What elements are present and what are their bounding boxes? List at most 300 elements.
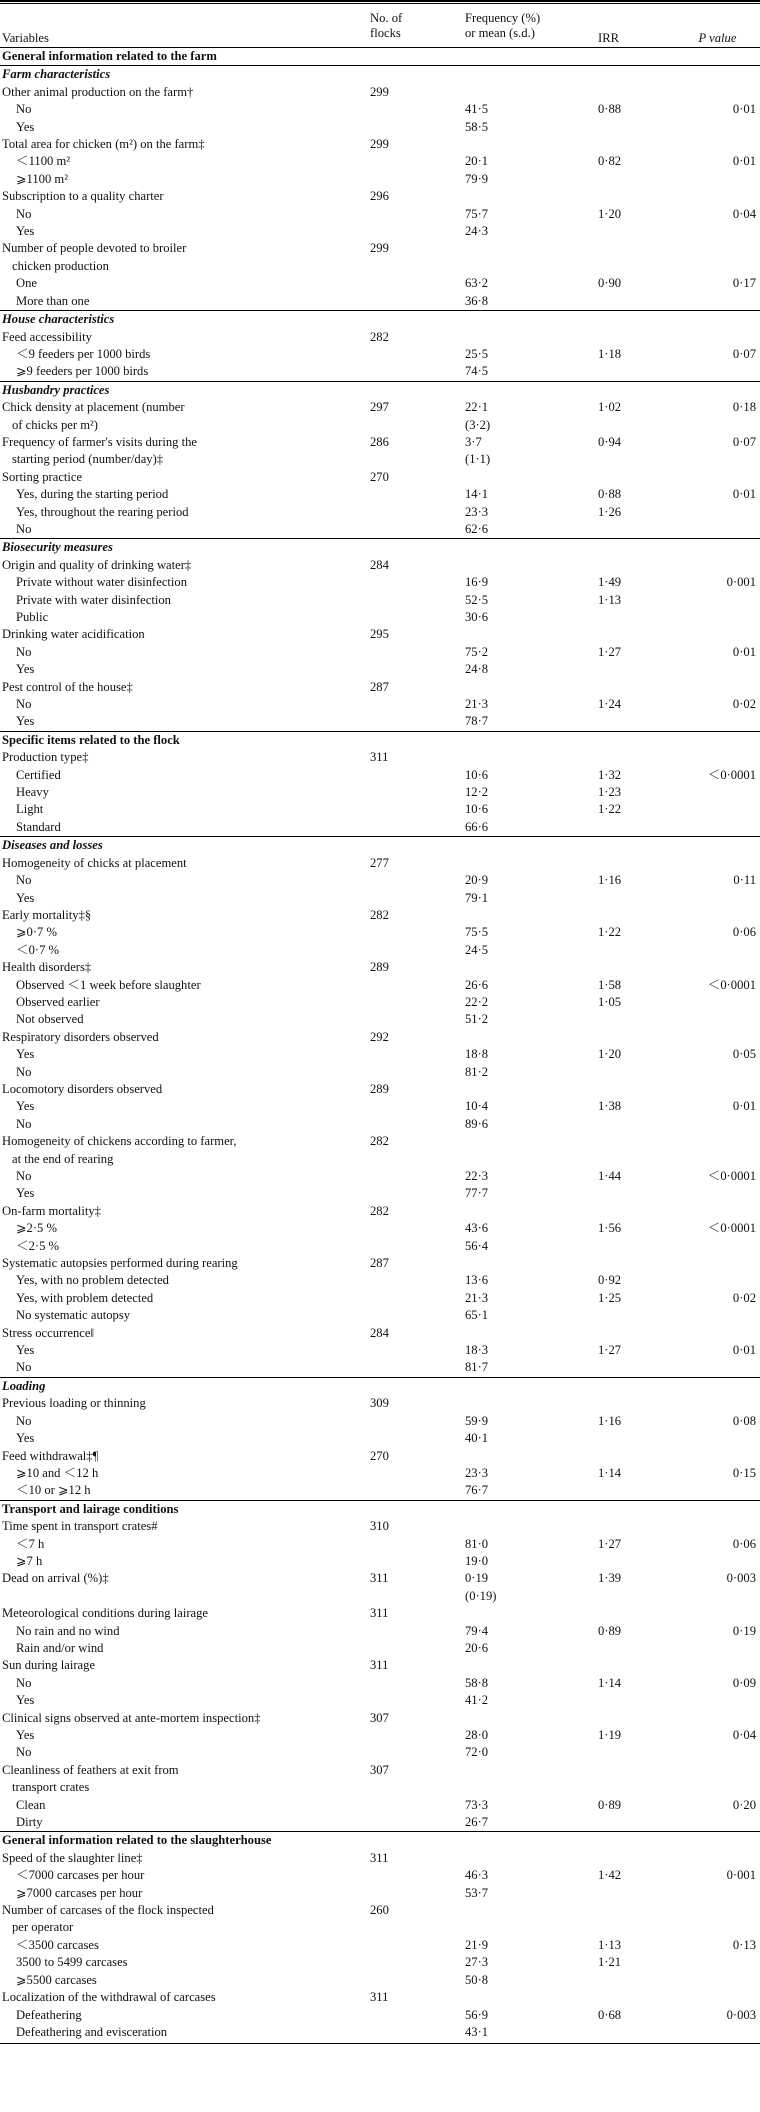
frequency-cell: [465, 855, 598, 872]
table-row: [0, 504, 760, 521]
variable-cell: Yes: [16, 1099, 35, 1114]
pvalue-cell: [675, 713, 760, 731]
frequency-cell: 36·8: [465, 293, 489, 308]
pvalue-cell: 0·09: [732, 1675, 756, 1690]
flocks-cell: 296: [370, 189, 389, 204]
pvalue-cell: [675, 1430, 760, 1447]
frequency-cell: 21·3: [465, 1290, 489, 1305]
frequency-cell: 43·6: [465, 1221, 489, 1236]
frequency-cell: 40·1: [465, 1431, 489, 1446]
frequency-cell: 21·3: [465, 697, 489, 712]
flocks-cell: 307: [370, 1762, 389, 1777]
pvalue-cell: 0·07: [732, 346, 756, 361]
variable-cell: ⩾5500 carcases: [16, 1972, 97, 1987]
frequency-cell: 51·2: [465, 1012, 489, 1027]
irr-cell: [598, 661, 675, 678]
irr-cell: [598, 223, 675, 240]
table-row: [0, 1046, 760, 1063]
table-row: [0, 346, 760, 363]
pvalue-cell: ＜0·0001: [707, 1169, 756, 1183]
variable-cell: ＜1100 m²: [16, 154, 71, 169]
variable-cell: No: [16, 1064, 32, 1079]
irr-cell: 1·56: [598, 1221, 622, 1236]
pvalue-cell: [675, 84, 760, 101]
pvalue-cell: [675, 1518, 760, 1535]
variable-cell: Production type‡: [2, 750, 89, 765]
flocks-cell: 277: [370, 855, 389, 870]
flocks-cell: 311: [370, 750, 389, 765]
pvalue-cell: [675, 258, 760, 275]
irr-cell: 1·39: [598, 1571, 622, 1586]
irr-cell: [598, 1500, 675, 1518]
flocks-cell: 299: [370, 137, 389, 152]
variable-cell: at the end of rearing: [12, 1151, 114, 1166]
frequency-cell: [465, 907, 598, 924]
frequency-cell: 41·2: [465, 1693, 489, 1708]
flocks-cell: [370, 890, 465, 907]
flocks-cell: [370, 2024, 465, 2041]
variable-cell: ＜9 feeders per 1000 birds: [16, 346, 151, 361]
table-row: [0, 977, 760, 994]
frequency-cell: [465, 1395, 598, 1412]
pvalue-cell: [675, 1850, 760, 1867]
frequency-cell: [465, 1377, 598, 1395]
variable-cell: Yes: [16, 890, 35, 905]
flocks-cell: [370, 1623, 465, 1640]
pvalue-cell: 0·02: [732, 1290, 756, 1305]
variable-cell: Biosecurity measures: [2, 540, 113, 555]
table-row: [0, 661, 760, 678]
variable-cell: Yes: [16, 224, 35, 239]
variable-cell: Private without water disinfection: [16, 575, 188, 590]
frequency-cell: 20·6: [465, 1640, 489, 1655]
frequency-cell: [465, 1710, 598, 1727]
flocks-cell: [370, 609, 465, 626]
frequency-cell: [465, 1448, 598, 1465]
irr-cell: [598, 679, 675, 696]
flocks-cell: [370, 1342, 465, 1359]
flocks-cell: 270: [370, 1448, 389, 1463]
flocks-cell: [370, 171, 465, 188]
flocks-cell: [370, 153, 465, 170]
irr-cell: [598, 1203, 675, 1220]
pvalue-cell: [675, 1553, 760, 1570]
irr-cell: 0·92: [598, 1273, 622, 1288]
flocks-cell: [370, 293, 465, 311]
table-row: [0, 1185, 760, 1202]
table-row: [0, 48, 760, 66]
frequency-cell: 78·7: [465, 714, 489, 729]
header-variables: Variables: [2, 30, 49, 45]
variable-cell: Public: [16, 610, 49, 624]
flocks-cell: 311: [370, 1658, 389, 1673]
frequency-cell: (1·1): [465, 452, 491, 467]
pvalue-cell: 0·06: [732, 1536, 756, 1551]
table-row: [0, 1395, 760, 1412]
variable-cell: No: [16, 1413, 32, 1428]
table-row: [0, 784, 760, 801]
frequency-cell: 19·0: [465, 1553, 489, 1568]
irr-cell: [598, 1588, 675, 1605]
pvalue-cell: [675, 119, 760, 136]
frequency-cell: 63·2: [465, 276, 489, 291]
flocks-cell: [370, 346, 465, 363]
variable-cell: ⩾7000 carcases per hour: [16, 1885, 143, 1900]
flocks-cell: 289: [370, 960, 389, 975]
frequency-cell: 56·9: [465, 2007, 489, 2022]
pvalue-cell: [675, 661, 760, 678]
table-row: [0, 1500, 760, 1518]
irr-cell: [598, 713, 675, 731]
frequency-cell: 58·5: [465, 119, 489, 134]
frequency-cell: 89·6: [465, 1116, 489, 1131]
frequency-cell: 26·6: [465, 977, 489, 992]
pvalue-cell: [675, 1029, 760, 1046]
irr-cell: [598, 907, 675, 924]
table-row: [0, 1290, 760, 1307]
variable-cell: On-farm mortality‡: [2, 1203, 101, 1218]
pvalue-cell: 0·01: [732, 154, 756, 169]
flocks-cell: [370, 1814, 465, 1832]
irr-cell: [598, 1448, 675, 1465]
variable-cell: Yes: [16, 662, 35, 677]
variable-cell: Husbandry practices: [2, 382, 110, 397]
frequency-cell: [465, 381, 598, 399]
irr-cell: 0·94: [598, 434, 622, 449]
table-row: [0, 329, 760, 346]
table-row: [0, 119, 760, 136]
variable-cell: ⩾2·5 %: [16, 1221, 57, 1236]
frequency-cell: [465, 1081, 598, 1098]
irr-cell: 1·21: [598, 1955, 622, 1970]
flocks-cell: [370, 1238, 465, 1255]
pvalue-cell: [675, 819, 760, 837]
frequency-cell: 79·1: [465, 890, 489, 905]
irr-cell: 1·22: [598, 802, 622, 817]
flocks-cell: [370, 1832, 465, 1850]
flocks-cell: 287: [370, 679, 389, 694]
pvalue-cell: [675, 1359, 760, 1377]
pvalue-cell: [675, 469, 760, 486]
flocks-cell: [370, 1640, 465, 1657]
variable-cell: Localization of the withdrawal of carcases: [2, 1990, 216, 2005]
table-row: [0, 1797, 760, 1814]
flocks-cell: 299: [370, 84, 389, 99]
flocks-cell: [370, 977, 465, 994]
flocks-cell: 311: [370, 1571, 389, 1586]
irr-cell: [598, 84, 675, 101]
variable-cell: Yes, during the starting period: [16, 487, 169, 502]
variable-cell: No: [16, 1745, 32, 1760]
irr-cell: [598, 731, 675, 749]
variable-cell: Feed withdrawal‡¶: [2, 1448, 99, 1463]
variable-cell: No systematic autopsy: [16, 1308, 131, 1323]
pvalue-cell: [675, 592, 760, 609]
variable-cell: Health disorders‡: [2, 960, 92, 975]
pvalue-cell: [675, 1919, 760, 1936]
variable-cell: chicken production: [12, 258, 109, 273]
table-row: [0, 1448, 760, 1465]
frequency-cell: 10·4: [465, 1099, 489, 1114]
flocks-cell: 284: [370, 557, 389, 572]
pvalue-cell: [675, 66, 760, 84]
frequency-cell: 75·7: [465, 206, 489, 221]
flocks-cell: [370, 644, 465, 661]
pvalue-cell: [675, 890, 760, 907]
variable-cell: Locomotory disorders observed: [2, 1081, 163, 1096]
table-row: [0, 907, 760, 924]
header-row: [0, 1, 760, 48]
irr-cell: 1·02: [598, 400, 622, 415]
pvalue-cell: 0·01: [732, 644, 756, 659]
flocks-cell: [370, 1220, 465, 1237]
variable-cell: General information related to the farm: [2, 49, 217, 63]
frequency-cell: 23·3: [465, 1465, 489, 1480]
pvalue-cell: [675, 1395, 760, 1412]
frequency-cell: [465, 749, 598, 766]
pvalue-cell: [675, 136, 760, 153]
frequency-cell: 50·8: [465, 1972, 489, 1987]
flocks-cell: [370, 801, 465, 818]
frequency-cell: (3·2): [465, 417, 491, 432]
pvalue-cell: [675, 2024, 760, 2041]
flocks-cell: [370, 1867, 465, 1884]
table-row: [0, 1640, 760, 1657]
frequency-cell: [465, 1762, 598, 1779]
table-row: [0, 311, 760, 329]
table-row: [0, 1098, 760, 1115]
flocks-cell: 284: [370, 1325, 389, 1340]
frequency-cell: 41·5: [465, 102, 489, 117]
flocks-cell: [370, 1972, 465, 1989]
frequency-cell: [465, 1255, 598, 1272]
variable-cell: No: [16, 1360, 32, 1375]
header-pvalue: P value: [698, 30, 737, 45]
table-row: [0, 1325, 760, 1342]
pvalue-cell: 0·11: [733, 873, 756, 888]
flocks-cell: 260: [370, 1903, 389, 1918]
pvalue-cell: [675, 1255, 760, 1272]
frequency-cell: 0·19: [465, 1571, 489, 1586]
flocks-cell: 311: [370, 1850, 389, 1865]
pvalue-cell: [675, 171, 760, 188]
table-row: [0, 171, 760, 188]
pvalue-cell: 0·18: [732, 400, 756, 415]
pvalue-cell: [675, 749, 760, 766]
table-body: [0, 48, 760, 2042]
pvalue-cell: [675, 1989, 760, 2006]
pvalue-cell: 0·05: [732, 1047, 756, 1062]
table-row: [0, 240, 760, 257]
table-row: [0, 942, 760, 959]
variable-cell: No: [16, 697, 32, 712]
variable-cell: Clinical signs observed at ante-mortem inspection‡: [2, 1710, 261, 1725]
variable-cell: ⩾0·7 %: [16, 925, 57, 940]
flocks-cell: [370, 994, 465, 1011]
frequency-cell: [465, 329, 598, 346]
table-row: [0, 1989, 760, 2006]
irr-cell: [598, 136, 675, 153]
pvalue-cell: [675, 48, 760, 66]
frequency-cell: [465, 1989, 598, 2006]
irr-cell: [598, 171, 675, 188]
frequency-cell: [465, 258, 598, 275]
irr-cell: [598, 469, 675, 486]
flocks-cell: [370, 311, 465, 329]
irr-cell: 0·88: [598, 487, 622, 502]
irr-cell: 0·82: [598, 154, 622, 169]
irr-cell: [598, 293, 675, 311]
table-row: [0, 1116, 760, 1133]
frequency-cell: 77·7: [465, 1186, 489, 1201]
table-row: [0, 381, 760, 399]
flocks-cell: [370, 1937, 465, 1954]
irr-cell: [598, 609, 675, 626]
flocks-cell: [370, 1553, 465, 1570]
frequency-cell: [465, 557, 598, 574]
frequency-cell: [465, 1203, 598, 1220]
irr-cell: 0·89: [598, 1797, 622, 1812]
variable-cell: Defeathering: [16, 2007, 82, 2022]
flocks-cell: 270: [370, 469, 389, 484]
table-row: [0, 574, 760, 591]
frequency-cell: 24·5: [465, 942, 489, 957]
table-row: [0, 819, 760, 837]
frequency-cell: 25·5: [465, 346, 489, 361]
pvalue-cell: [675, 1116, 760, 1133]
table-row: [0, 258, 760, 275]
frequency-cell: 28·0: [465, 1728, 489, 1742]
pvalue-cell: [675, 1500, 760, 1518]
variable-cell: ＜7 h: [16, 1536, 45, 1551]
irr-cell: 1·23: [598, 785, 622, 800]
frequency-cell: 79·4: [465, 1623, 489, 1638]
flocks-cell: [370, 1098, 465, 1115]
header-flocks: No. of flocks: [370, 11, 403, 40]
irr-cell: 1·26: [598, 504, 622, 519]
flocks-cell: [370, 1675, 465, 1692]
pvalue-cell: 0·02: [732, 697, 756, 712]
pvalue-cell: [675, 451, 760, 468]
flocks-cell: [370, 1919, 465, 1936]
frequency-cell: 20·9: [465, 873, 489, 888]
variable-cell: No: [16, 102, 32, 117]
frequency-cell: 27·3: [465, 1955, 489, 1970]
frequency-cell: 12·2: [465, 785, 489, 800]
flocks-cell: [370, 417, 465, 434]
frequency-cell: 74·5: [465, 364, 489, 379]
pvalue-cell: [675, 1482, 760, 1500]
variable-cell: Frequency of farmer's visits during the: [2, 434, 197, 449]
flocks-cell: [370, 574, 465, 591]
irr-cell: [598, 959, 675, 976]
flocks-cell: [370, 363, 465, 381]
table-row: [0, 136, 760, 153]
frequency-cell: [465, 311, 598, 329]
flocks-cell: [370, 223, 465, 240]
table-row: [0, 1307, 760, 1324]
table-row: [0, 1762, 760, 1779]
table-row: [0, 1168, 760, 1185]
irr-cell: [598, 66, 675, 84]
table-row: [0, 767, 760, 784]
table-row: [0, 1692, 760, 1709]
variable-cell: of chicks per m²): [12, 417, 98, 432]
table-row: [0, 592, 760, 609]
frequency-cell: 16·9: [465, 575, 489, 590]
frequency-cell: [465, 48, 598, 66]
flocks-cell: [370, 1307, 465, 1324]
irr-cell: 1·24: [598, 697, 622, 712]
pvalue-cell: [675, 1325, 760, 1342]
frequency-cell: 66·6: [465, 819, 489, 834]
flocks-cell: [370, 767, 465, 784]
pvalue-cell: [675, 1307, 760, 1324]
pvalue-cell: [675, 557, 760, 574]
variable-cell: Dirty: [16, 1815, 43, 1830]
table-row: [0, 1272, 760, 1289]
frequency-cell: [465, 959, 598, 976]
variable-cell: Chick density at placement (number: [2, 400, 185, 415]
flocks-cell: [370, 2007, 465, 2024]
frequency-cell: [465, 626, 598, 643]
frequency-cell: [465, 1151, 598, 1168]
table-row: [0, 1430, 760, 1447]
variable-cell: Subscription to a quality charter: [2, 189, 164, 204]
flocks-cell: 311: [370, 1606, 389, 1621]
irr-cell: 1·05: [598, 994, 622, 1009]
variable-cell: House characteristics: [2, 312, 115, 327]
frequency-cell: [465, 679, 598, 696]
variable-cell: Systematic autopsies performed during rearing: [2, 1256, 238, 1271]
frequency-cell: 18·3: [465, 1343, 489, 1358]
flocks-cell: [370, 206, 465, 223]
pvalue-cell: [675, 1972, 760, 1989]
irr-cell: [598, 855, 675, 872]
irr-cell: 1·18: [598, 346, 622, 361]
table-row: [0, 696, 760, 713]
irr-cell: 1·32: [598, 767, 622, 782]
variable-cell: No: [16, 1169, 32, 1183]
table-row: [0, 66, 760, 84]
table-row: [0, 434, 760, 451]
frequency-cell: [465, 539, 598, 557]
pvalue-cell: 0·07: [732, 434, 756, 449]
table-row: [0, 486, 760, 503]
flocks-cell: 282: [370, 1134, 389, 1149]
variable-cell: Feed accessibility: [2, 329, 92, 344]
variable-cell: Farm characteristics: [2, 67, 111, 82]
pvalue-cell: [675, 1710, 760, 1727]
variable-cell: One: [16, 276, 37, 291]
pvalue-cell: 0·04: [732, 1728, 756, 1742]
flocks-cell: [370, 1377, 465, 1395]
variable-cell: ⩾7 h: [16, 1553, 43, 1568]
pvalue-cell: [675, 363, 760, 381]
irr-cell: 1·16: [598, 1413, 622, 1428]
header-irr: IRR: [598, 30, 619, 45]
flocks-cell: [370, 1885, 465, 1902]
pvalue-cell: [675, 1238, 760, 1255]
flocks-cell: [370, 1797, 465, 1814]
flocks-cell: [370, 819, 465, 837]
irr-cell: [598, 626, 675, 643]
table-row: [0, 539, 760, 557]
irr-cell: [598, 1832, 675, 1850]
irr-cell: [598, 942, 675, 959]
table-row: [0, 1482, 760, 1500]
pvalue-cell: [675, 679, 760, 696]
